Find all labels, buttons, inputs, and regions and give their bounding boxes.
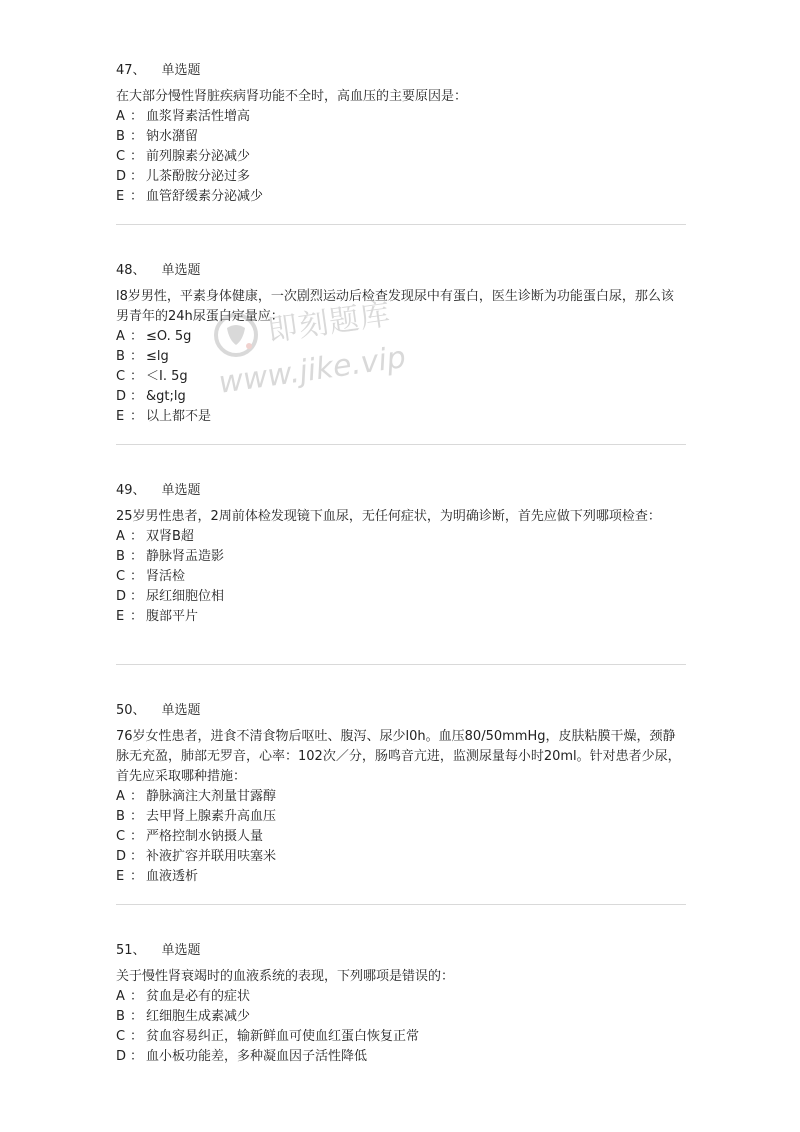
option-separator: ： [130,409,144,424]
option-separator: ： [130,349,144,364]
option-a [116,787,686,807]
question-stem: 76岁女性患者，进食不清食物后呕吐、腹泻、尿少l0h。血压80/50mmHg，皮肤粘膜干燥，颈静脉无充盈，肺部无罗音，心率：102次／分，肠鸣音亢进，监测尿量每小时20ml。针对患者少尿，首先应采取哪种措施： [116,729,681,784]
option-text: 补液扩容并联用呋塞米 [146,849,277,864]
option-letter: D [116,389,127,404]
option-list [116,107,686,207]
option-list [116,787,686,887]
option-separator: ： [130,989,144,1004]
option-d [116,847,686,867]
option-text: 腹部平片 [146,609,199,624]
question-type: 单选题 [161,263,201,278]
option-text: 前列腺素分泌减少 [146,149,251,164]
option-separator: ： [130,149,144,164]
question-number: 51、 [116,943,146,958]
question-header [116,261,686,281]
question-divider [116,664,686,665]
question-header [116,481,686,501]
option-text: 血浆肾素活性增高 [146,109,251,124]
question-divider [116,224,686,225]
option-letter: A [116,789,125,804]
option-c [116,1027,686,1047]
option-b [116,127,686,147]
option-letter: A [116,329,125,344]
option-separator: ： [130,109,144,124]
question-stem: l8岁男性，平素身体健康，一次剧烈运动后检查发现尿中有蛋白，医生诊断为功能蛋白尿，那么该男青年的24h尿蛋白定量应： [116,289,674,324]
option-text: 血小板功能差，多种凝血因子活性降低 [146,1049,368,1064]
option-separator: ： [130,369,144,384]
option-b [116,1007,686,1027]
question-number: 49、 [116,483,146,498]
option-text: 贫血是必有的症状 [146,989,251,1004]
option-letter: E [116,869,125,884]
question-stem: 关于慢性肾衰竭时的血液系统的表现，下列哪项是错误的： [116,969,455,984]
option-letter: D [116,169,127,184]
option-letter: C [116,369,126,384]
option-separator: ： [130,549,144,564]
option-e [116,607,686,627]
question-number: 50、 [116,703,146,718]
option-c [116,827,686,847]
option-letter: B [116,129,125,144]
option-letter: B [116,809,125,824]
question-header [116,941,686,961]
option-b [116,807,686,827]
option-list [116,527,686,627]
option-d [116,587,686,607]
option-text: ≤lg [146,349,169,364]
option-e [116,407,686,427]
option-letter: B [116,549,125,564]
option-a [116,327,686,347]
question-type: 单选题 [161,943,201,958]
option-letter: C [116,149,126,164]
option-separator: ： [130,809,144,824]
option-text: 血液透析 [146,869,199,884]
option-d [116,387,686,407]
option-separator: ： [130,1009,144,1024]
option-e [116,187,686,207]
option-separator: ： [130,529,144,544]
option-list [116,327,686,427]
option-e [116,867,686,887]
option-letter: E [116,609,125,624]
option-c [116,567,686,587]
option-letter: D [116,589,127,604]
option-letter: B [116,1009,125,1024]
option-separator: ： [130,389,144,404]
option-a [116,527,686,547]
option-separator: ： [130,609,144,624]
option-b [116,547,686,567]
option-letter: C [116,569,126,584]
question-type: 单选题 [161,483,201,498]
option-separator: ： [130,1049,144,1064]
option-separator: ： [130,829,144,844]
option-letter: A [116,109,125,124]
option-c [116,147,686,167]
option-text: 红细胞生成素减少 [146,1009,251,1024]
question-type: 单选题 [161,63,201,78]
option-letter: C [116,1029,126,1044]
option-text: 双肾B超 [146,529,194,544]
option-separator: ： [130,589,144,604]
question-48 [116,261,686,427]
question-51 [116,941,686,1067]
option-letter: D [116,849,127,864]
option-separator: ： [130,569,144,584]
option-b [116,347,686,367]
question-47 [116,61,686,207]
option-text: 静脉肾盂造影 [146,549,225,564]
watermark-brand-text: 即刻题库 [265,296,394,349]
option-separator: ： [130,329,144,344]
option-text: 静脉滴注大剂量甘露醇 [146,789,277,804]
option-text: 贫血容易纠正，输新鲜血可使血红蛋白恢复正常 [146,1029,420,1044]
option-a [116,107,686,127]
question-stem: 25岁男性患者，2周前体检发现镜下血尿，无任何症状，为明确诊断，首先应做下列哪项检查： [116,509,661,524]
option-text: ≤O. 5g [146,329,192,344]
option-text: 去甲肾上腺素升高血压 [146,809,277,824]
option-list [116,987,686,1067]
option-text: 肾活检 [146,569,186,584]
option-separator: ： [130,849,144,864]
option-text: 儿茶酚胺分泌过多 [146,169,251,184]
option-letter: A [116,989,125,1004]
question-divider [116,904,686,905]
question-divider [116,444,686,445]
option-text: ＜I. 5g [146,369,188,384]
question-type: 单选题 [161,703,201,718]
question-header [116,701,686,721]
option-a [116,987,686,1007]
watermark-url-text: www.jike.vip [216,339,408,401]
question-50 [116,701,686,887]
option-letter: E [116,409,125,424]
question-number: 48、 [116,263,146,278]
option-separator: ： [130,189,144,204]
option-letter: A [116,529,125,544]
option-separator: ： [130,789,144,804]
option-text: &gt;lg [146,389,186,404]
option-c [116,367,686,387]
question-49 [116,481,686,627]
option-letter: E [116,189,125,204]
option-letter: D [116,1049,127,1064]
question-number: 47、 [116,63,146,78]
question-header [116,61,686,81]
option-separator: ： [130,129,144,144]
option-letter: C [116,829,126,844]
option-text: 尿红细胞位相 [146,589,225,604]
option-text: 血管舒缓素分泌减少 [146,189,264,204]
option-d [116,167,686,187]
option-text: 钠水潴留 [146,129,199,144]
option-d [116,1047,686,1067]
option-text: 以上都不是 [146,409,212,424]
option-separator: ： [130,869,144,884]
question-stem: 在大部分慢性肾脏疾病肾功能不全时，高血压的主要原因是： [116,89,468,104]
option-letter: B [116,349,125,364]
option-separator: ： [130,1029,144,1044]
option-text: 严格控制水钠摄人量 [146,829,264,844]
option-separator: ： [130,169,144,184]
